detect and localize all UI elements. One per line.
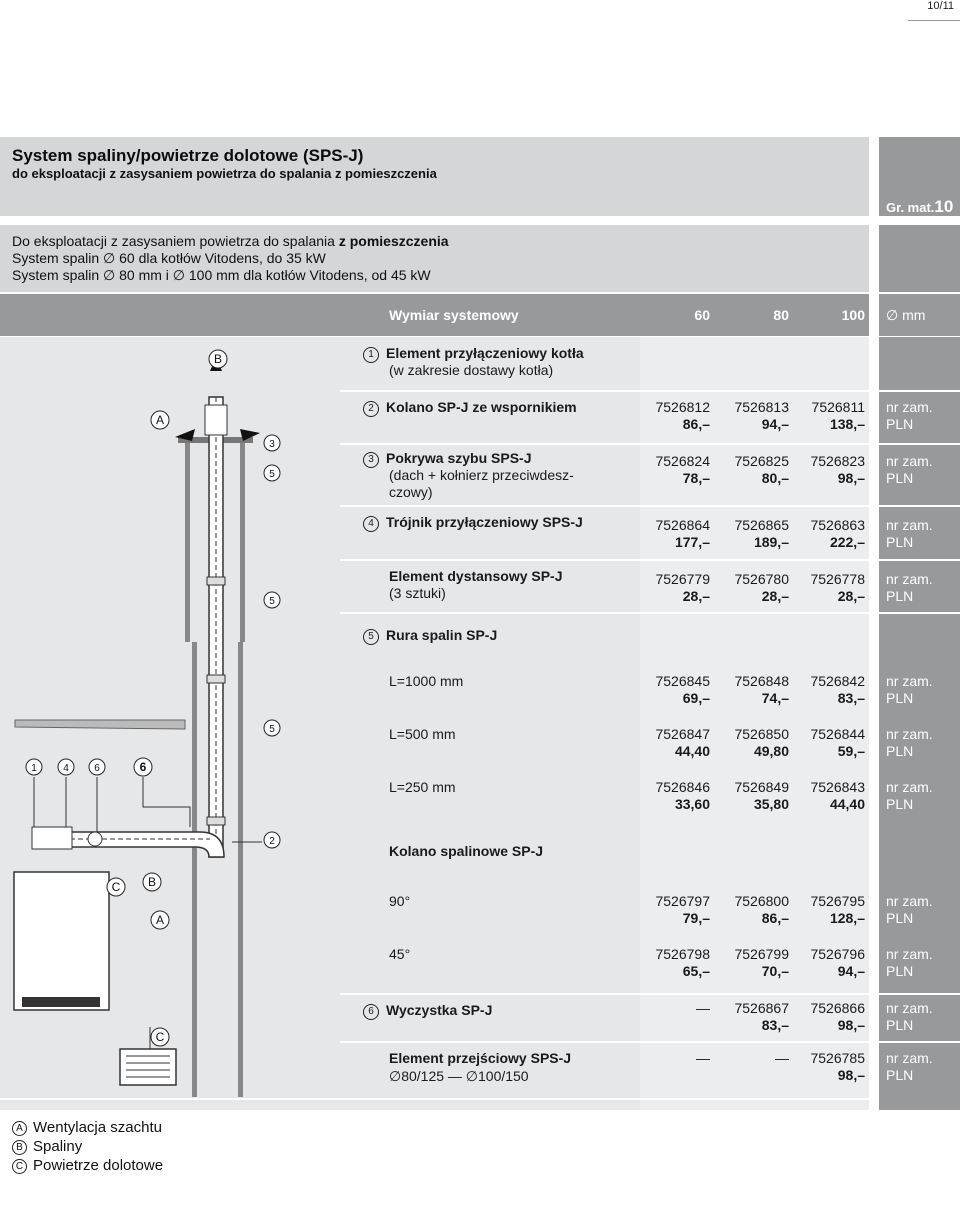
row-wyczystka (363, 1002, 492, 1020)
order-60: 7526864 (655, 517, 710, 533)
row-separator (340, 612, 869, 614)
legend-item-B (12, 1138, 82, 1155)
order-100: 7526785 (810, 1050, 865, 1066)
order-60: 7526845 (655, 673, 710, 689)
row-name: Rura spalin SP-J (386, 627, 498, 643)
table-header-label: Wymiar systemowy (389, 307, 519, 323)
unit-price: PLN (886, 470, 914, 486)
unit-price: PLN (886, 588, 914, 604)
row-separator (340, 443, 869, 445)
row-desc: (3 sztuki) (389, 585, 446, 601)
marker-3: 3 (363, 452, 379, 468)
order-100: 7526778 (810, 571, 865, 587)
page-number: 10/11 (927, 0, 954, 12)
price-60: 78,– (682, 470, 710, 486)
row-name: Trójnik przyłączeniowy SPS-J (386, 514, 583, 530)
order-80: 7526865 (734, 517, 789, 533)
unit-order: nr zam. (886, 517, 933, 533)
row-kolano-wspornik (363, 399, 577, 417)
row-pokrywa-szybu (363, 450, 532, 468)
order-100: 7526866 (810, 1000, 865, 1016)
price-80: 28,– (761, 588, 789, 604)
order-80: 7526799 (734, 946, 789, 962)
unit-price: PLN (886, 743, 914, 759)
row-element-przylaczeniowy (363, 345, 584, 363)
callout-6b-text: 6 (139, 760, 147, 774)
table-header-col-60: 60 (694, 307, 710, 323)
price-100: 59,– (837, 743, 865, 759)
legend-key: B (12, 1140, 27, 1155)
page-subtitle: do eksploatacji z zasysaniem powietrza do spalania z pomieszczenia (12, 166, 437, 181)
callout-A-text: A (155, 913, 165, 927)
price-60: 177,– (674, 534, 710, 550)
row-separator (340, 993, 869, 995)
callout-3-text: 3 (269, 439, 275, 450)
order-100: 7526863 (810, 517, 865, 533)
order-80: 7526813 (734, 399, 789, 415)
order-80: 7526867 (734, 1000, 789, 1016)
unit-order: nr zam. (886, 673, 933, 689)
shaft-wall (192, 642, 197, 1097)
group-label (879, 197, 959, 217)
unit-price: PLN (886, 416, 914, 432)
order-100: 7526844 (810, 726, 865, 742)
callout-5-text: 5 (269, 724, 275, 735)
row-45deg: 45° (389, 946, 411, 962)
unit-order: nr zam. (886, 453, 933, 469)
callout-C-text: C (155, 1030, 165, 1044)
unit-separator (879, 559, 960, 561)
row-rura-spalin (363, 627, 497, 645)
price-60: 86,– (682, 416, 710, 432)
row-name: Element przyłączeniowy kotła (386, 345, 584, 361)
intro-line-1 (12, 233, 449, 249)
price-60: 79,– (682, 910, 710, 926)
order-60: 7526824 (655, 453, 710, 469)
row-separator (340, 505, 869, 507)
shaft-wall (185, 442, 190, 642)
marker-6: 6 (363, 1004, 379, 1020)
price-80: 80,– (761, 470, 789, 486)
order-60: — (696, 1000, 710, 1016)
row-l250: L=250 mm (389, 779, 456, 795)
callout-A-text: A (155, 413, 165, 427)
unit-separator (879, 993, 960, 995)
callout-4-text: 4 (63, 763, 69, 774)
order-100: 7526796 (810, 946, 865, 962)
row-desc: (dach + kołnierz przeciwdesz- (389, 467, 574, 483)
cleanout-fitting (88, 832, 102, 846)
unit-separator (879, 505, 960, 507)
row-element-przejsciowy: Element przejściowy SPS-J (389, 1050, 572, 1066)
page-number-divider (908, 20, 960, 21)
callout-1-text: 1 (31, 763, 37, 774)
order-100: 7526823 (810, 453, 865, 469)
order-60: 7526798 (655, 946, 710, 962)
price-100: 28,– (837, 588, 865, 604)
unit-price: PLN (886, 1017, 914, 1033)
shaft-cap (205, 405, 227, 435)
callout-6-text: 6 (94, 763, 100, 774)
price-100: 138,– (829, 416, 865, 432)
installation-diagram (0, 337, 340, 1097)
row-l1000: L=1000 mm (389, 673, 464, 689)
row-element-dystansowy: Element dystansowy SP-J (389, 568, 563, 584)
price-80: 35,80 (753, 796, 789, 812)
price-100: 222,– (829, 534, 865, 550)
legend-text: Wentylacja szachtu (33, 1119, 162, 1136)
order-100: 7526842 (810, 673, 865, 689)
unit-price: PLN (886, 963, 914, 979)
group-label-text: Gr. mat. (886, 200, 935, 215)
order-60: 7526779 (655, 571, 710, 587)
row-desc: czowy) (389, 484, 433, 500)
unit-price: PLN (886, 910, 914, 926)
unit-order: nr zam. (886, 893, 933, 909)
legend-item-C (12, 1157, 163, 1174)
price-60: 28,– (682, 588, 710, 604)
price-60: 44,40 (674, 743, 710, 759)
unit-separator (879, 390, 960, 392)
price-80: 49,80 (753, 743, 789, 759)
unit-order: nr zam. (886, 1000, 933, 1016)
price-60: 65,– (682, 963, 710, 979)
price-100: 44,40 (829, 796, 865, 812)
row-name: Wyczystka SP-J (386, 1002, 493, 1018)
unit-separator (879, 443, 960, 445)
intro-line-1-bold: z pomieszczenia (338, 233, 449, 249)
page-title: System spaliny/powietrze dolotowe (SPS-J) (12, 146, 364, 165)
table-header-col-80: 80 (773, 307, 789, 323)
unit-separator (879, 612, 960, 614)
unit-order: nr zam. (886, 726, 933, 742)
order-60: — (696, 1050, 710, 1066)
price-100: 83,– (837, 690, 865, 706)
price-60: 69,– (682, 690, 710, 706)
row-desc: ∅80/125 — ∅100/150 (389, 1068, 529, 1084)
boiler (14, 872, 109, 1010)
shaft-wall (238, 642, 243, 1097)
price-80: 83,– (761, 1017, 789, 1033)
order-80: 7526825 (734, 453, 789, 469)
order-80: — (775, 1050, 789, 1066)
row-kolano-spalinowe: Kolano spalinowe SP-J (389, 843, 544, 859)
order-80: 7526780 (734, 571, 789, 587)
callout-B-text: B (147, 875, 157, 889)
unit-price: PLN (886, 796, 914, 812)
intro-side-band (879, 225, 960, 292)
unit-order: nr zam. (886, 1050, 933, 1066)
price-100: 94,– (837, 963, 865, 979)
callout-5-text: 5 (269, 469, 275, 480)
unit-order: nr zam. (886, 399, 933, 415)
boiler-panel (22, 997, 100, 1007)
price-100: 128,– (829, 910, 865, 926)
price-80: 86,– (761, 910, 789, 926)
price-100: 98,– (837, 1017, 865, 1033)
row-name: Pokrywa szybu SPS-J (386, 450, 532, 466)
unit-separator (879, 1041, 960, 1043)
order-80: 7526800 (734, 893, 789, 909)
price-100: 98,– (837, 470, 865, 486)
legend-item-A (12, 1119, 162, 1136)
order-60: 7526846 (655, 779, 710, 795)
row-separator (340, 1041, 869, 1043)
order-80: 7526849 (734, 779, 789, 795)
price-60: 33,60 (674, 796, 710, 812)
intro-line-3: System spalin ∅ 80 mm i ∅ 100 mm dla kotłów Vitodens, od 45 kW (12, 267, 431, 283)
intro-line-1-text: Do eksploatacji z zasysaniem powietrza do spalania (12, 233, 339, 249)
pipe-joint (207, 817, 225, 825)
legend-text: Spaliny (33, 1138, 83, 1155)
pipe-joint (207, 675, 225, 683)
ceiling-slab (15, 720, 185, 729)
legend-key: A (12, 1121, 27, 1136)
price-100: 98,– (837, 1067, 865, 1083)
pipe-joint (207, 577, 225, 585)
order-60: 7526797 (655, 893, 710, 909)
callout-B-text: B (213, 352, 223, 366)
table-header-col-100: 100 (841, 307, 865, 323)
order-60: 7526847 (655, 726, 710, 742)
unit-order: nr zam. (886, 946, 933, 962)
order-60: 7526812 (655, 399, 710, 415)
unit-order: nr zam. (886, 779, 933, 795)
group-number: 10 (934, 197, 954, 216)
price-80: 74,– (761, 690, 789, 706)
order-100: 7526843 (810, 779, 865, 795)
row-separator (340, 390, 869, 392)
row-l500: L=500 mm (389, 726, 456, 742)
legend-key: C (12, 1159, 27, 1174)
price-80: 94,– (761, 416, 789, 432)
unit-price: PLN (886, 1067, 914, 1083)
legend-text: Powietrze dolotowe (33, 1157, 164, 1174)
order-100: 7526811 (811, 399, 865, 415)
unit-price: PLN (886, 534, 914, 550)
boiler-connection (32, 827, 72, 849)
shaft-wall (240, 442, 245, 642)
order-100: 7526795 (810, 893, 865, 909)
order-80: 7526850 (734, 726, 789, 742)
row-trojnik (363, 514, 583, 532)
callout-C-text: C (111, 880, 121, 894)
unit-price: PLN (886, 690, 914, 706)
marker-1: 1 (363, 347, 379, 363)
row-desc: (w zakresie dostawy kotła) (389, 362, 554, 378)
row-90deg: 90° (389, 893, 411, 909)
callout-5-text: 5 (269, 596, 275, 607)
air-grille (120, 1049, 176, 1085)
intro-line-2: System spalin ∅ 60 dla kotłów Vitodens, do 35 kW (12, 250, 326, 266)
table-header-unit: ∅ mm (886, 307, 926, 323)
price-80: 189,– (753, 534, 789, 550)
row-separator (340, 559, 869, 561)
row-separator (0, 1098, 869, 1100)
price-80: 70,– (761, 963, 789, 979)
marker-4: 4 (363, 516, 379, 532)
marker-2: 2 (363, 401, 379, 417)
marker-5: 5 (363, 629, 379, 645)
row-name: Kolano SP-J ze wspornikiem (386, 399, 577, 415)
callout-2-text: 2 (269, 836, 275, 847)
unit-order: nr zam. (886, 571, 933, 587)
order-80: 7526848 (734, 673, 789, 689)
